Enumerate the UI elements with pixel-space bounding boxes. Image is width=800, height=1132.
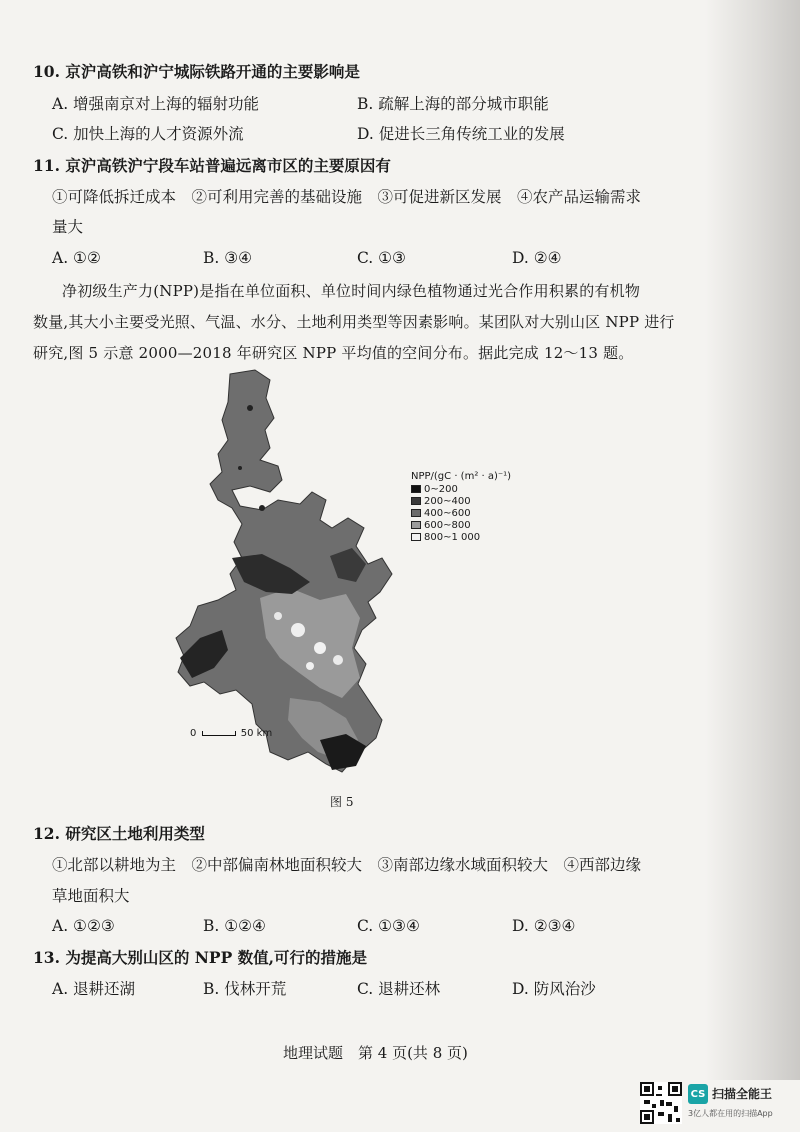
legend-swatch xyxy=(411,533,421,541)
question-11-option-c: C. ①③ xyxy=(357,249,406,267)
zone-800-1000-a xyxy=(291,623,305,637)
map-legend xyxy=(411,470,511,543)
question-12-option-d: D. ②③④ xyxy=(512,917,576,935)
legend-label: 200~400 xyxy=(424,495,471,507)
question-10-option-a: A. 增强南京对上海的辐射功能 xyxy=(52,95,260,113)
legend-swatch xyxy=(411,509,421,517)
zone-800-1000-b xyxy=(314,642,326,654)
legend-swatch xyxy=(411,497,421,505)
question-12-items-line2: 草地面积大 xyxy=(52,887,130,905)
zone-dark-dot-a xyxy=(247,405,253,411)
legend-label: 0~200 xyxy=(424,483,458,495)
question-12-option-a: A. ①②③ xyxy=(52,917,115,935)
legend-item-2 xyxy=(411,507,511,519)
legend-item-1 xyxy=(411,495,511,507)
scale-label: 50 km xyxy=(240,728,273,739)
camscanner-logo-icon: CS xyxy=(688,1084,708,1104)
figure-caption: 图 5 xyxy=(330,795,354,809)
legend-item-4 xyxy=(411,531,511,543)
question-13-stem: 13. 为提高大别山区的 NPP 数值,可行的措施是 xyxy=(33,948,368,967)
scale-bar xyxy=(190,728,272,739)
question-13-option-c: C. 退耕还林 xyxy=(357,980,441,998)
zone-800-1000-e xyxy=(306,662,314,670)
legend-item-0 xyxy=(411,483,511,495)
zone-800-1000-d xyxy=(274,612,282,620)
legend-swatch xyxy=(411,485,421,493)
npp-map-svg xyxy=(170,368,530,788)
zone-dark-dot-c xyxy=(238,466,242,470)
qr-code-icon xyxy=(640,1082,682,1124)
page-footer: 地理试题 第 4 页(共 8 页) xyxy=(283,1044,468,1062)
question-11-option-a: A. ①② xyxy=(52,249,101,267)
question-12-items-line1: ①北部以耕地为主 ②中部偏南林地面积较大 ③南部边缘水域面积较大 ④西部边缘 xyxy=(52,856,642,874)
question-12-option-c: C. ①③④ xyxy=(357,917,420,935)
legend-label: 800~1 000 xyxy=(424,531,481,543)
question-13-option-b: B. 伐林开荒 xyxy=(203,980,287,998)
question-11-stem: 11. 京沪高铁沪宁段车站普遍远离市区的主要原因有 xyxy=(33,156,391,175)
scale-zero: 0 xyxy=(190,728,197,739)
legend-label: 600~800 xyxy=(424,519,471,531)
passage-line-1: 净初级生产力(NPP)是指在单位面积、单位时间内绿色植物通过光合作用积累的有机物 xyxy=(62,282,641,300)
question-11-items-line1: ①可降低拆迁成本 ②可利用完善的基础设施 ③可促进新区发展 ④农产品运输需求 xyxy=(52,188,642,206)
scale-bar-line xyxy=(202,731,236,736)
question-10-option-d: D. 促进长三角传统工业的发展 xyxy=(357,125,565,143)
passage-line-2: 数量,其大小主要受光照、气温、水分、土地利用类型等因素影响。某团队对大别山区 NPP 进行 xyxy=(33,313,675,331)
legend-title: NPP/(gC · (m² · a)⁻¹) xyxy=(411,471,512,482)
question-13-option-d: D. 防风治沙 xyxy=(512,980,596,998)
page-edge-shadow xyxy=(705,0,800,1080)
legend-label: 400~600 xyxy=(424,507,471,519)
question-10-option-b: B. 疏解上海的部分城市职能 xyxy=(357,95,549,113)
question-11-option-d: D. ②④ xyxy=(512,249,562,267)
zone-800-1000-c xyxy=(333,655,343,665)
question-12-stem: 12. 研究区土地利用类型 xyxy=(33,824,205,843)
scanner-watermark xyxy=(640,1080,800,1132)
question-10-option-c: C. 加快上海的人才资源外流 xyxy=(52,125,244,143)
legend-swatch xyxy=(411,521,421,529)
passage-line-3: 研究,图 5 示意 2000—2018 年研究区 NPP 平均值的空间分布。据此完成 12～13 题。 xyxy=(33,344,634,362)
legend-item-3 xyxy=(411,519,511,531)
question-11-items-line2: 量大 xyxy=(52,218,84,236)
scanner-brand: 扫描全能王 xyxy=(712,1087,773,1101)
question-10-stem: 10. 京沪高铁和沪宁城际铁路开通的主要影响是 xyxy=(33,62,360,81)
zone-dark-dot-b xyxy=(259,505,265,511)
question-12-option-b: B. ①②④ xyxy=(203,917,266,935)
question-13-option-a: A. 退耕还湖 xyxy=(52,980,136,998)
npp-map xyxy=(170,368,530,788)
scanner-tagline: 3亿人都在用的扫描App xyxy=(688,1109,773,1118)
question-11-option-b: B. ③④ xyxy=(203,249,253,267)
